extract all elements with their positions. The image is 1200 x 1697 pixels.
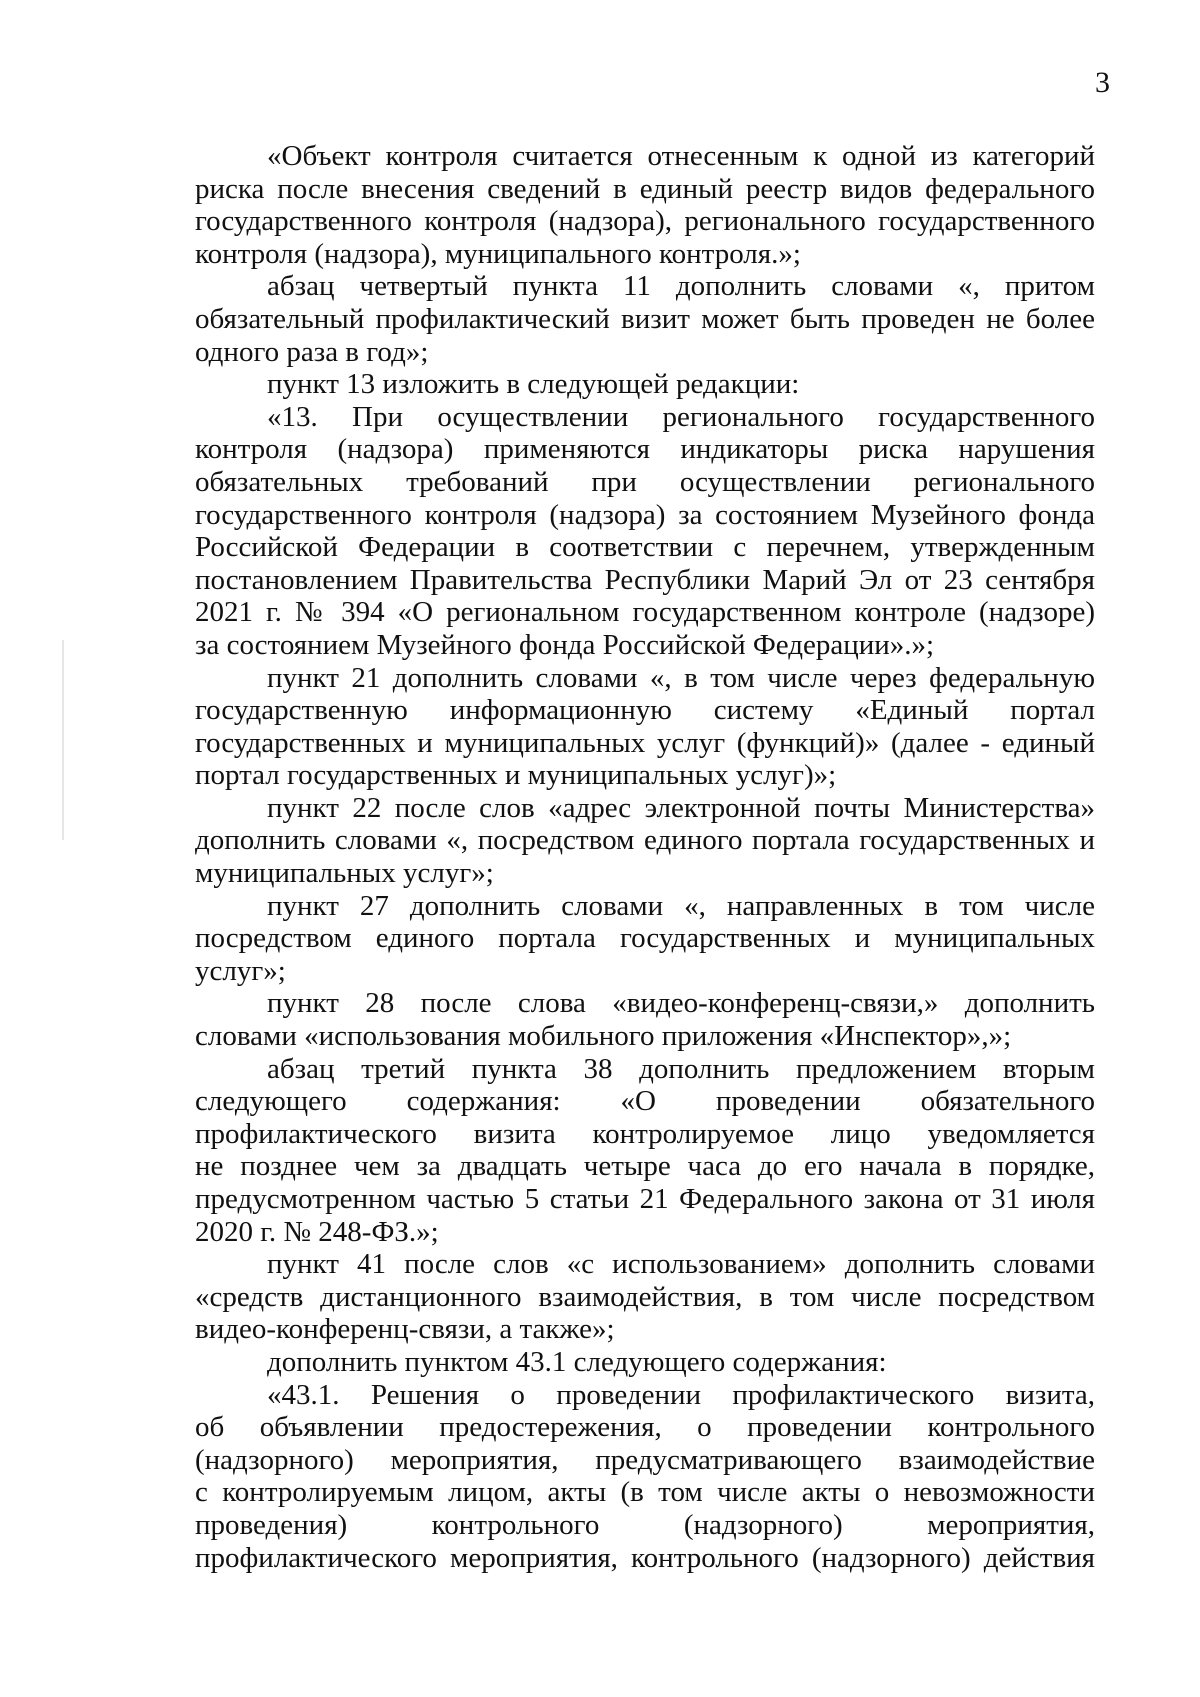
text-line: обязательных требований при осуществлении регионального (195, 465, 1095, 498)
text-line: «13. При осуществлении регионального государственного (267, 400, 1095, 433)
text-line: государственного контроля (надзора), регионального государственного (195, 205, 1095, 238)
text-line: пункт 13 изложить в следующей редакции: (267, 368, 800, 401)
text-line: абзац третий пункта 38 дополнить предложением вторым (267, 1052, 1095, 1085)
text-line: с контролируемым лицом, акты (в том числе акты о невозможности (195, 1476, 1095, 1509)
text-line: словами «использования мобильного приложения «Инспектор»,»; (195, 1020, 1012, 1053)
text-line: посредством единого портала государственных и муниципальных (195, 922, 1095, 955)
text-line: государственную информационную систему «Единый портал (195, 694, 1095, 727)
text-line: «средств дистанционного взаимодействия, в том числе посредством (195, 1280, 1095, 1313)
text-line: проведения) контрольного (надзорного) мероприятия, (195, 1508, 1095, 1541)
text-line: профилактического мероприятия, контрольного (надзорного) действия (195, 1541, 1095, 1574)
text-line: постановлением Правительства Республики Марий Эл от 23 сентября (195, 563, 1095, 596)
text-line: (надзорного) мероприятия, предусматривающего взаимодействие (195, 1443, 1095, 1476)
text-line: риска после внесения сведений в единый реестр видов федерального (195, 172, 1095, 205)
text-line: одного раза в год»; (195, 335, 429, 368)
text-line: предусмотренном частью 5 статьи 21 Федерального закона от 31 июля (195, 1183, 1095, 1215)
text-line: контроля (надзора), муниципального контроля.»; (195, 237, 801, 270)
text-line: обязательный профилактический визит может быть проведен не более (195, 302, 1095, 335)
text-line: 2021 г. № 394 «О региональном государственном контроле (надзоре) (195, 596, 1095, 629)
text-line: пункт 27 дополнить словами «, направленных в том числе (267, 889, 1095, 922)
text-line: абзац четвертый пункта 11 дополнить словами «, притом (267, 270, 1095, 303)
text-line: дополнить пунктом 43.1 следующего содержания: (267, 1345, 887, 1378)
text-line: профилактического визита контролируемое лицо уведомляется (195, 1117, 1095, 1150)
text-line: не позднее чем за двадцать четыре часа до его начала в порядке, (195, 1150, 1095, 1183)
text-line: следующего содержания: «О проведении обязательного (195, 1085, 1095, 1118)
text-line: за состоянием Музейного фонда Российской Федерации».»; (195, 628, 935, 661)
text-line: видео-конференц-связи, а также»; (195, 1313, 615, 1346)
text-line: об объявлении предостережения, о проведении контрольного (195, 1411, 1095, 1444)
text-line: «Объект контроля считается отнесенным к одной из категорий (267, 140, 1095, 172)
text-line: муниципальных услуг»; (195, 857, 494, 890)
text-line: услуг»; (195, 954, 286, 987)
text-line: государственного контроля (надзора) за состоянием Музейного фонда (195, 498, 1095, 531)
text-line: пункт 22 после слов «адрес электронной почты Министерства» (267, 791, 1095, 824)
text-line: дополнить словами «, посредством единого портала государственных и (195, 824, 1095, 857)
text-line: Российской Федерации в соответствии с перечнем, утвержденным (195, 531, 1095, 564)
scan-margin-mark (62, 640, 64, 840)
document-body (195, 140, 1095, 1574)
text-line: пункт 28 после слова «видео-конференц-связи,» дополнить (267, 987, 1095, 1020)
text-line: пункт 41 после слов «с использованием» дополнить словами (267, 1248, 1095, 1281)
page-number: 3 (1095, 66, 1110, 99)
text-line: контроля (надзора) применяются индикаторы риска нарушения (195, 433, 1095, 466)
text-line: государственных и муниципальных услуг (функций)» (далее - единый (195, 726, 1095, 759)
text-line: «43.1. Решения о проведении профилактического визита, (267, 1378, 1095, 1411)
text-line: пункт 21 дополнить словами «, в том числе через федеральную (267, 661, 1095, 694)
text-line: портал государственных и муниципальных услуг)»; (195, 759, 837, 792)
text-line: 2020 г. № 248-ФЗ.»; (195, 1215, 439, 1248)
